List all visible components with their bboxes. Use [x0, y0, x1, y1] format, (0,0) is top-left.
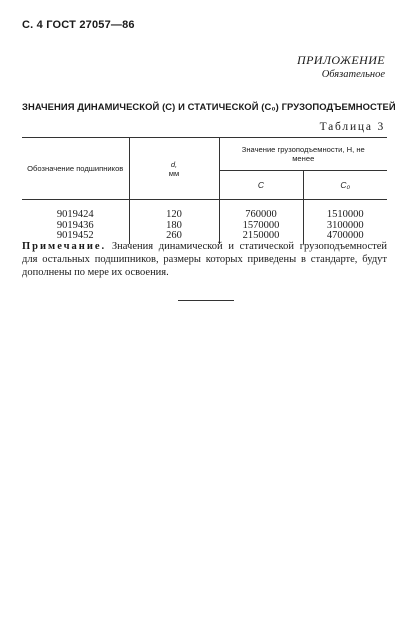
col-header-d-unit: мм: [168, 168, 180, 178]
col-header-c0: C₀: [303, 171, 387, 200]
col-header-group-text: Значение грузоподъемности, Н, не менее: [241, 145, 365, 163]
cell-c0: 4700000: [303, 231, 387, 244]
cell-c0: 1510000: [303, 200, 387, 221]
col-header-designation-text: Обозначение подшипников: [27, 164, 124, 173]
load-capacity-table: [22, 137, 387, 244]
cell-designation: 9019452: [22, 231, 129, 244]
col-header-c: C: [219, 171, 303, 200]
appendix-title: ПРИЛОЖЕНИЕ: [297, 53, 385, 67]
end-rule: [178, 300, 234, 301]
note-text: Значения динамической и статической грузоподъемностей для остальных подшипников, размеры которых приведены в стандарте, будут дополнены по мере их освоения.: [22, 241, 388, 278]
page-header: С. 4 ГОСТ 27057—86: [22, 19, 135, 31]
cell-c: 760000: [219, 200, 303, 221]
cell-designation: 9019424: [22, 200, 129, 221]
col-header-d-symbol: d,: [170, 159, 178, 169]
cell-designation: 9019436: [22, 221, 129, 232]
cell-c: 2150000: [219, 231, 303, 244]
cell-d: 260: [129, 231, 219, 244]
cell-d: 180: [129, 221, 219, 232]
table-label: Таблица 3: [319, 121, 385, 133]
note-paragraph: [22, 240, 387, 279]
appendix-subtitle: Обязательное: [321, 69, 385, 80]
cell-d: 120: [129, 200, 219, 221]
section-title: ЗНАЧЕНИЯ ДИНАМИЧЕСКОЙ (С) И СТАТИЧЕСКОЙ (С₀) ГРУЗОПОДЪЕМНОСТЕЙ: [22, 101, 396, 112]
table-row: [22, 200, 387, 221]
cell-c0: 3100000: [303, 221, 387, 232]
note-label: Примечание.: [22, 241, 107, 252]
cell-c: 1570000: [219, 221, 303, 232]
col-header-designation: [22, 138, 129, 200]
col-header-d: [129, 138, 219, 200]
col-header-group: [219, 138, 387, 171]
appendix-block: [297, 53, 385, 80]
